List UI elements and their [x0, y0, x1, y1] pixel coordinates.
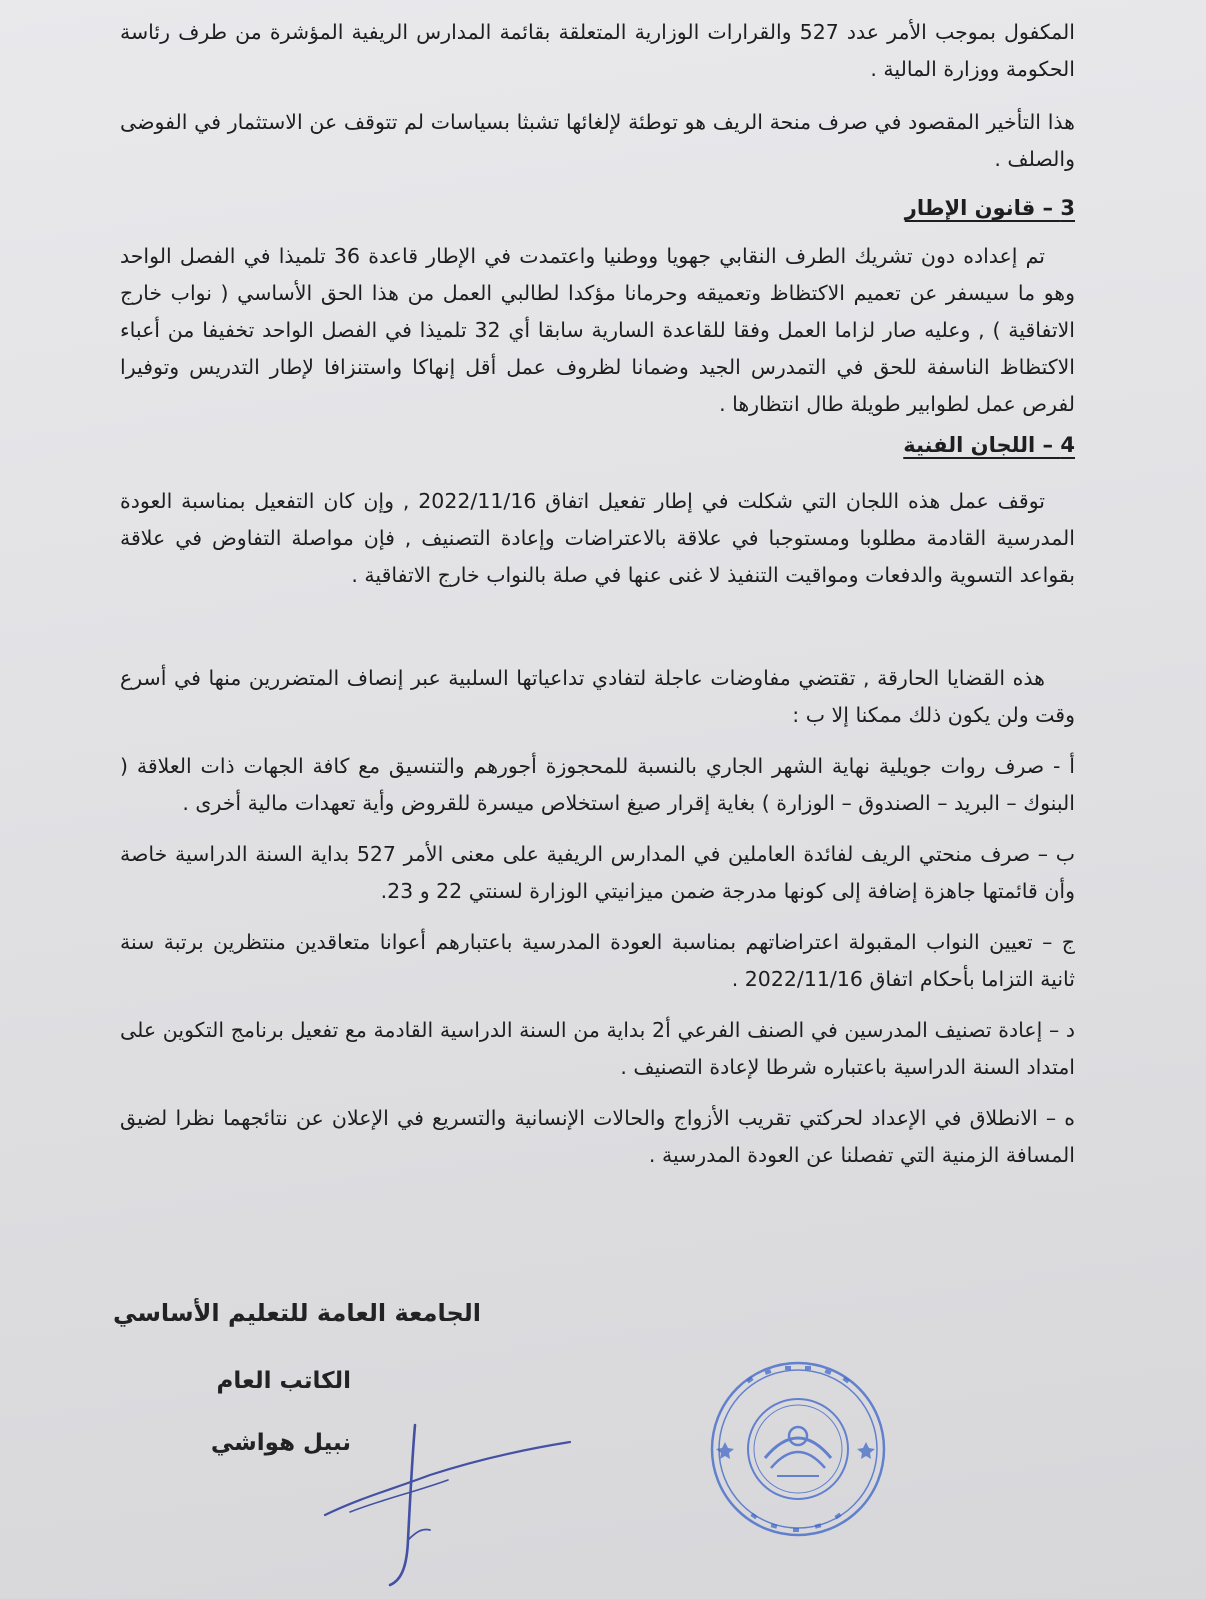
signature-name: نبيل هواشي — [210, 1430, 351, 1456]
paragraph-technical-committees: توقف عمل هذه اللجان التي شكلت في إطار تفعيل اتفاق 2022/11/16 , وإن كان التفعيل بمناسبة العودة المدرسية القادمة مطلوبا ومستوجبا في علاقة بالاعتراضات وإعادة التصنيف , فإن مواصلة التفاوض في علاقة بقواعد التسوية والدفعات ومواقيت التنفيذ لا غنى عنها في صلة بالنواب خارج الاتفاقية . — [120, 489, 1075, 587]
handwritten-signature — [320, 1420, 600, 1590]
signature-organization: الجامعة العامة للتعليم الأساسي — [113, 1299, 481, 1327]
demand-item-e: ه – الانطلاق في الإعداد لحركتي تقريب الأزواج والحالات الإنسانية والتسريع في الإعلان عن نتائجهما نظرا لضيق المسافة الزمنية التي تفصلنا عن العودة المدرسية . — [120, 1106, 1075, 1167]
paragraph-delay: هذا التأخير المقصود في صرف منحة الريف هو توطئة لإلغائها تشبثا بسياسات لم تتوقف عن الاستثمار في الفوضى والصلف . — [120, 110, 1075, 171]
demand-item-c: ج – تعيين النواب المقبولة اعتراضاتهم بمناسبة العودة المدرسية باعتبارهم أعوانا متعاقدين منتظرين برتبة سنة ثانية التزاما بأحكام اتفاق 2022/11/16 . — [120, 930, 1075, 991]
union-stamp-icon — [707, 1358, 889, 1540]
paragraph-rural-grant-decree: المكفول بموجب الأمر عدد 527 والقرارات الوزارية المتعلقة بقائمة المدارس الريفية المؤشرة من طرف رئاسة الحكومة ووزارة المالية . — [120, 20, 1075, 81]
signature-title: الكاتب العام — [216, 1368, 351, 1394]
letter-body — [120, 0, 1075, 1174]
paragraph-urgent-negotiations: هذه القضايا الحارقة , تقتضي مفاوضات عاجلة لتفادي تداعياتها السلبية عبر إنصاف المتضررين منها في أسرع وقت ولن يكون ذلك ممكنا إلا ب : — [120, 666, 1075, 727]
heading-technical-committees: 4 – اللجان الفنية — [903, 433, 1075, 457]
demand-item-d: د – إعادة تصنيف المدرسين في الصنف الفرعي أ2 بداية من السنة الدراسية القادمة مع تفعيل برنامج التكوين على امتداد السنة الدراسية باعتباره شرطا لإعادة التصنيف . — [120, 1018, 1076, 1079]
demand-item-a: أ - صرف روات جويلية نهاية الشهر الجاري بالنسبة للمحجوزة أجورهم والتنسيق مع كافة الجهات ذات العلاقة ( البنوك – البريد – الصندوق – الوزارة ) بغاية إقرار صيغ استخلاص ميسرة للقروض وأية تعهدات مالية أخرى . — [120, 754, 1075, 815]
paragraph-framework-law: تم إعداده دون تشريك الطرف النقابي جهويا ووطنيا واعتمدت في الإطار قاعدة 36 تلميذا في الفصل الواحد وهو ما سيسفر عن تعميم الاكتظاظ وتعميقه وحرمانا مؤكدا لطالبي العمل من هذا الحق الأساسي ( نواب خارج الاتفاقية ) , وعليه صار لزاما العمل وفقا للقاعدة السارية سابقا أي 32 تلميذا في الفصل الواحد تخفيفا من أعباء الاكتظاظ الناسفة للحق في التمدرس الجيد وضمانا لظروف عمل أقل إنهاكا واستنزافا لإطار التدريس وتوفيرا لفرص عمل لطوابير طويلة طال انتظارها . — [120, 244, 1075, 416]
demand-item-b: ب – صرف منحتي الريف لفائدة العاملين في المدارس الريفية على معنى الأمر 527 بداية السنة الدراسية خاصة وأن قائمتها جاهزة إضافة إلى كونها مدرجة ضمن ميزانيتي الوزارة لسنتي 22 و 23. — [120, 842, 1076, 903]
heading-framework-law: 3 – قانون الإطار — [904, 196, 1075, 220]
